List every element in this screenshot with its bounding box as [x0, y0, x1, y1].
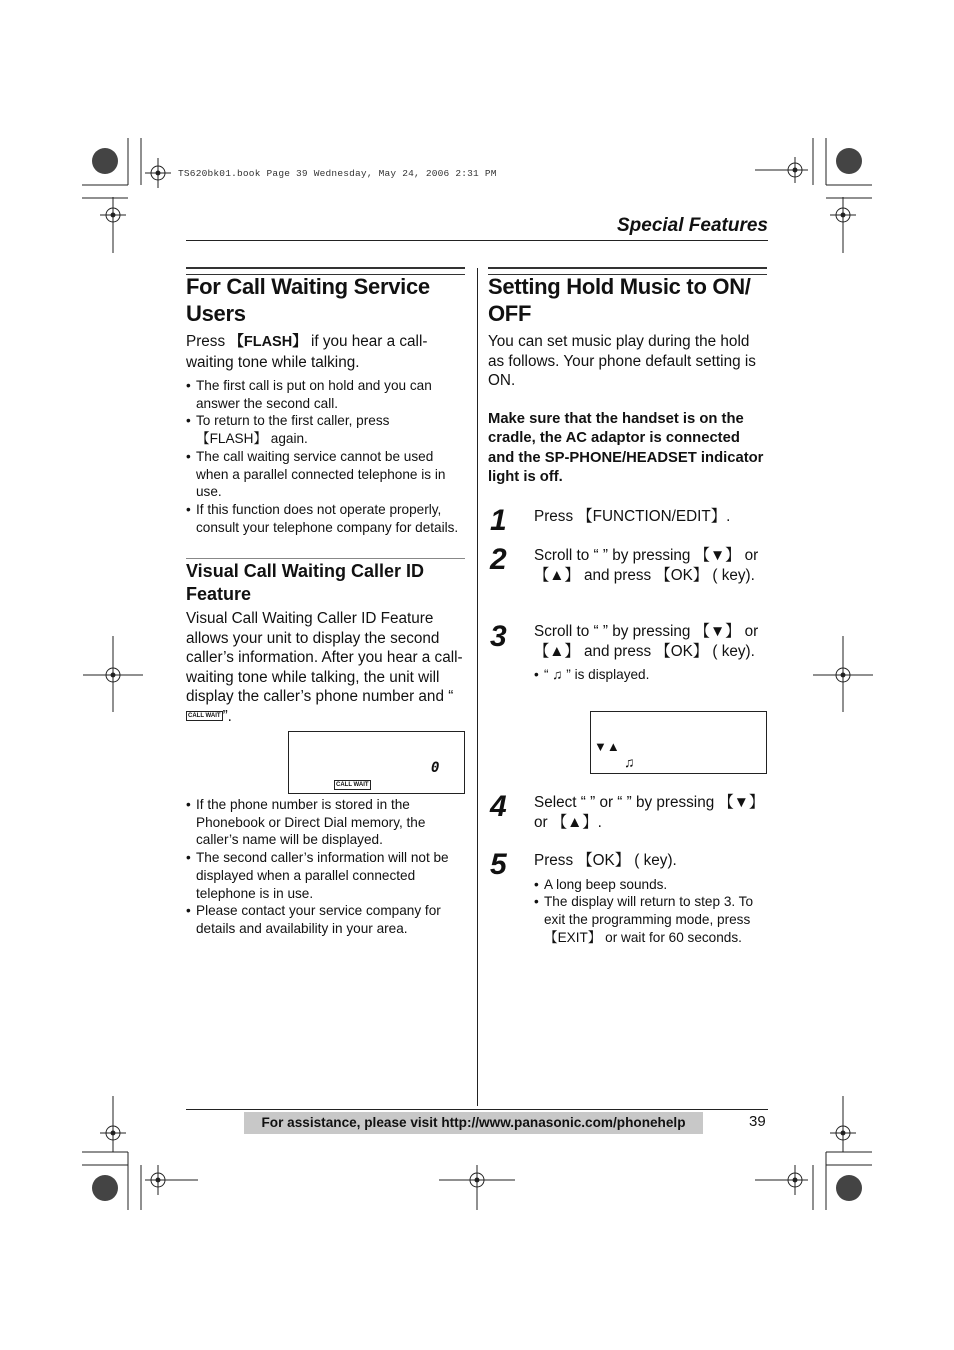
subsection-title: Visual Call Waiting Caller ID Feature: [186, 561, 425, 604]
flash-key: 【FLASH】: [229, 334, 307, 350]
right-bold-note: Make sure that the handset is on the cradle, the AC adaptor is connected and the SP-PHONE/HEADSET indicator light is off.: [488, 410, 764, 485]
step-number: 3: [490, 620, 507, 653]
music-note-icon: ♫: [624, 754, 635, 770]
left-intro: Press 【FLASH】 if you hear a call-waiting tone while talking.: [186, 333, 428, 371]
list-item: • The display will return to step 3. To exit the programming mode, press 【EXIT】 or wait for 60 seconds.: [534, 893, 766, 946]
call-wait-icon: CALL WAIT: [188, 713, 221, 720]
step-4: Select “ ” or “ ” by pressing 【▼】 or 【▲】.: [534, 794, 765, 831]
call-wait-lcd-icon: CALL WAIT: [336, 781, 369, 788]
step-number: 1: [490, 504, 507, 537]
lcd-display-callwait: [288, 731, 465, 794]
left-title: For Call Waiting Service Users: [186, 274, 430, 326]
visual-cw-section: [186, 560, 468, 726]
list-item: • A long beep sounds.: [534, 876, 766, 894]
lcd-digit: 0: [431, 760, 440, 776]
book-header: TS620bk01.book Page 39 Wednesday, May 24, 2006 2:31 PM: [178, 168, 497, 179]
step-3: Scroll to “ ” by pressing 【▼】 or 【▲】 and press 【OK】 ( key). • “ ♫ ” is displayed.: [534, 622, 766, 684]
step-number: 2: [490, 543, 507, 576]
footer-rule: [186, 1109, 768, 1110]
step-number: 4: [490, 790, 507, 823]
list-item: • The first call is put on hold and you can answer the second call.: [186, 377, 464, 412]
subsection-rule: [186, 558, 465, 559]
column-divider: [477, 268, 478, 1106]
list-item: • The second caller’s information will not be displayed when a parallel connected telephone is in use.: [186, 849, 466, 902]
list-item: • “ ♫ ” is displayed.: [534, 666, 766, 684]
left-column: [186, 273, 468, 536]
scroll-arrows-icon: ▼▲: [594, 739, 620, 754]
right-intro: You can set music play during the hold as follows. Your phone default setting is ON.: [488, 333, 756, 389]
left-bullets: [186, 377, 464, 536]
right-title: Setting Hold Music to ON/ OFF: [488, 274, 751, 326]
page-number: 39: [749, 1113, 766, 1130]
list-item: • Please contact your service company for details and availability in your area.: [186, 902, 466, 937]
left-bullets-2: [186, 796, 466, 938]
step-number: 5: [490, 848, 507, 881]
section-title: Special Features: [616, 215, 768, 236]
step-5: Press 【OK】 ( key). • A long beep sounds. • The display will return to step 3. To exit the programming mode, press 【EXIT】 or wait for 60 seconds.: [534, 851, 766, 946]
step-1: Press 【FUNCTION/EDIT】.: [534, 508, 731, 525]
list-item: • If this function does not operate properly, consult your telephone company for details.: [186, 501, 464, 536]
header-rule: [186, 240, 768, 241]
list-item: • To return to the first caller, press 【FLASH】 again.: [186, 412, 464, 447]
lcd-display-hold-music: [590, 711, 767, 774]
step-2: Scroll to “ ” by pressing 【▼】 or 【▲】 and press 【OK】 ( key).: [534, 547, 759, 584]
subsection-body: Visual Call Waiting Caller ID Feature allows your unit to display the second caller’s information. After you hear a call-waiting tone while talking, the unit will display the caller’s phone number and “CALL WAIT ”.: [186, 610, 463, 725]
list-item: • If the phone number is stored in the Phonebook or Direct Dial memory, the caller’s name will be displayed.: [186, 796, 466, 849]
right-column: [488, 273, 768, 488]
list-item: • The call waiting service cannot be used when a parallel connected telephone is in use.: [186, 448, 464, 501]
assistance-footer: For assistance, please visit http://www.panasonic.com/phonehelp: [244, 1112, 703, 1134]
